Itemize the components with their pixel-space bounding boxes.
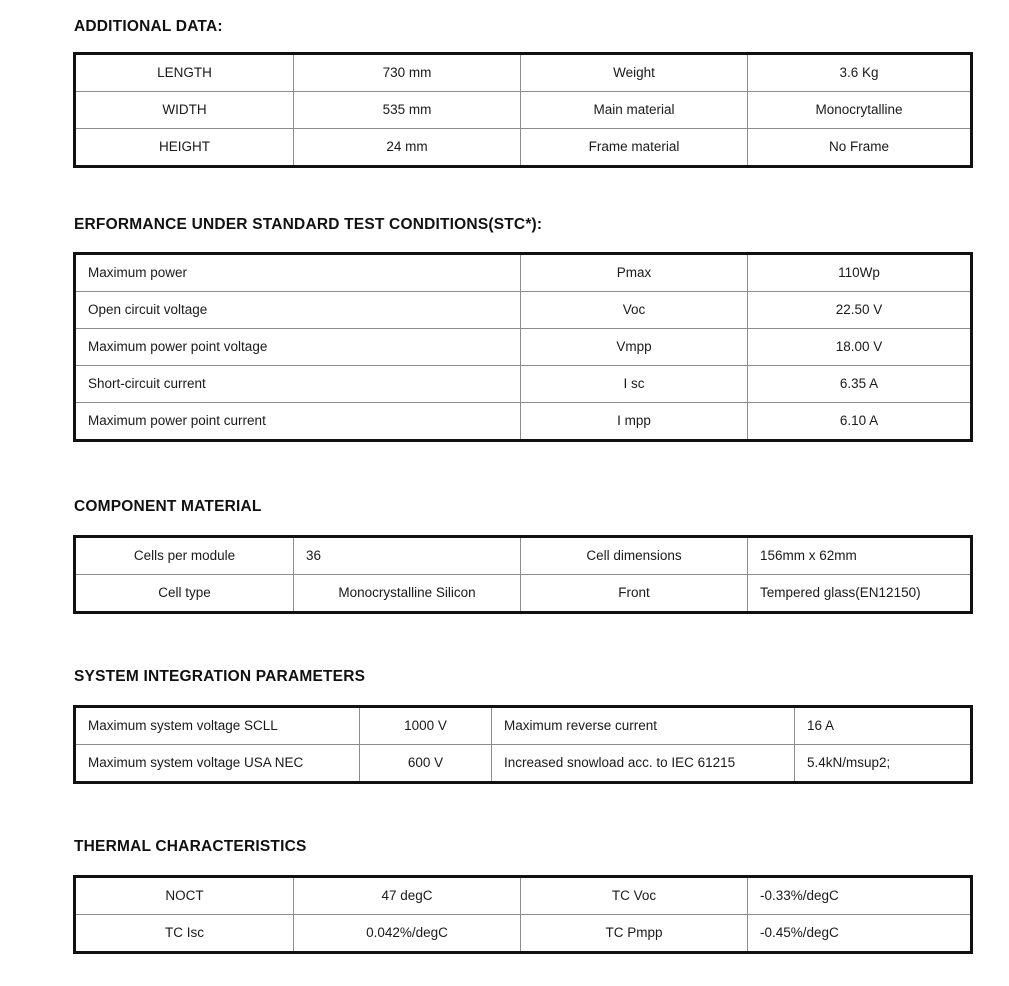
table-row: [75, 254, 972, 292]
cell-value: 47 degC: [294, 877, 521, 915]
table-row: [75, 92, 972, 129]
table-additional-data: [73, 52, 973, 168]
cell-symbol: Vmpp: [521, 329, 748, 366]
cell-label: Maximum power point voltage: [75, 329, 521, 366]
cell-label: HEIGHT: [75, 129, 294, 167]
section-title-performance-stc: ERFORMANCE UNDER STANDARD TEST CONDITIONS(STC*):: [74, 216, 543, 233]
table-system-integration-parameters: [73, 705, 973, 784]
cell-label: Frame material: [521, 129, 748, 167]
cell-label: Open circuit voltage: [75, 292, 521, 329]
cell-symbol: Pmax: [521, 254, 748, 292]
cell-value: Monocrystalline Silicon: [294, 575, 521, 613]
table-row: [75, 366, 972, 403]
section-additional-data: [73, 18, 970, 168]
cell-label: LENGTH: [75, 54, 294, 92]
cell-label: Short-circuit current: [75, 366, 521, 403]
cell-value: Tempered glass(EN12150): [748, 575, 972, 613]
cell-label: Maximum system voltage USA NEC: [75, 745, 360, 783]
section-title-thermal-characteristics: THERMAL CHARACTERISTICS: [74, 838, 307, 855]
cell-label: Increased snowload acc. to IEC 61215: [492, 745, 795, 783]
section-title-component-material: COMPONENT MATERIAL: [74, 498, 262, 515]
cell-value: 22.50 V: [748, 292, 972, 329]
cell-value: 3.6 Kg: [748, 54, 972, 92]
table-thermal-characteristics: [73, 875, 973, 954]
cell-value: 600 V: [360, 745, 492, 783]
cell-label: Maximum power point current: [75, 403, 521, 441]
table-component-material: [73, 535, 973, 614]
cell-value: 535 mm: [294, 92, 521, 129]
table-row: [75, 915, 972, 953]
cell-value: 6.35 A: [748, 366, 972, 403]
table-row: [75, 537, 972, 575]
cell-label: NOCT: [75, 877, 294, 915]
cell-value: 156mm x 62mm: [748, 537, 972, 575]
cell-symbol: I sc: [521, 366, 748, 403]
cell-label: Front: [521, 575, 748, 613]
cell-label: Maximum power: [75, 254, 521, 292]
table-row: [75, 292, 972, 329]
table-row: [75, 403, 972, 441]
cell-label: WIDTH: [75, 92, 294, 129]
cell-value: 6.10 A: [748, 403, 972, 441]
table-performance-stc: [73, 252, 973, 442]
cell-value: 110Wp: [748, 254, 972, 292]
cell-label: Cell type: [75, 575, 294, 613]
cell-value: 1000 V: [360, 707, 492, 745]
section-title-additional-data: ADDITIONAL DATA:: [74, 18, 223, 35]
table-row: [75, 329, 972, 366]
table-row: [75, 745, 972, 783]
table-row: [75, 129, 972, 167]
cell-value: No Frame: [748, 129, 972, 167]
cell-value: 0.042%/degC: [294, 915, 521, 953]
cell-symbol: I mpp: [521, 403, 748, 441]
section-performance-stc: [73, 216, 970, 442]
cell-label: Cell dimensions: [521, 537, 748, 575]
table-row: [75, 707, 972, 745]
cell-value: 730 mm: [294, 54, 521, 92]
section-system-integration-parameters: [73, 668, 970, 784]
cell-value: 36: [294, 537, 521, 575]
cell-value: 24 mm: [294, 129, 521, 167]
cell-label: Maximum reverse current: [492, 707, 795, 745]
cell-label: Maximum system voltage SCLL: [75, 707, 360, 745]
cell-symbol: Voc: [521, 292, 748, 329]
cell-value: -0.33%/degC: [748, 877, 972, 915]
cell-value: 18.00 V: [748, 329, 972, 366]
section-component-material: [73, 498, 970, 614]
cell-label: TC Voc: [521, 877, 748, 915]
cell-value: 16 A: [795, 707, 972, 745]
table-row: [75, 575, 972, 613]
section-thermal-characteristics: [73, 838, 970, 954]
cell-label: TC Pmpp: [521, 915, 748, 953]
cell-label: Cells per module: [75, 537, 294, 575]
table-row: [75, 877, 972, 915]
cell-label: Weight: [521, 54, 748, 92]
cell-value: 5.4kN/msup2;: [795, 745, 972, 783]
cell-label: Main material: [521, 92, 748, 129]
cell-label: TC Isc: [75, 915, 294, 953]
section-title-system-integration-parameters: SYSTEM INTEGRATION PARAMETERS: [74, 668, 366, 685]
cell-value: Monocrytalline: [748, 92, 972, 129]
cell-value: -0.45%/degC: [748, 915, 972, 953]
table-row: [75, 54, 972, 92]
